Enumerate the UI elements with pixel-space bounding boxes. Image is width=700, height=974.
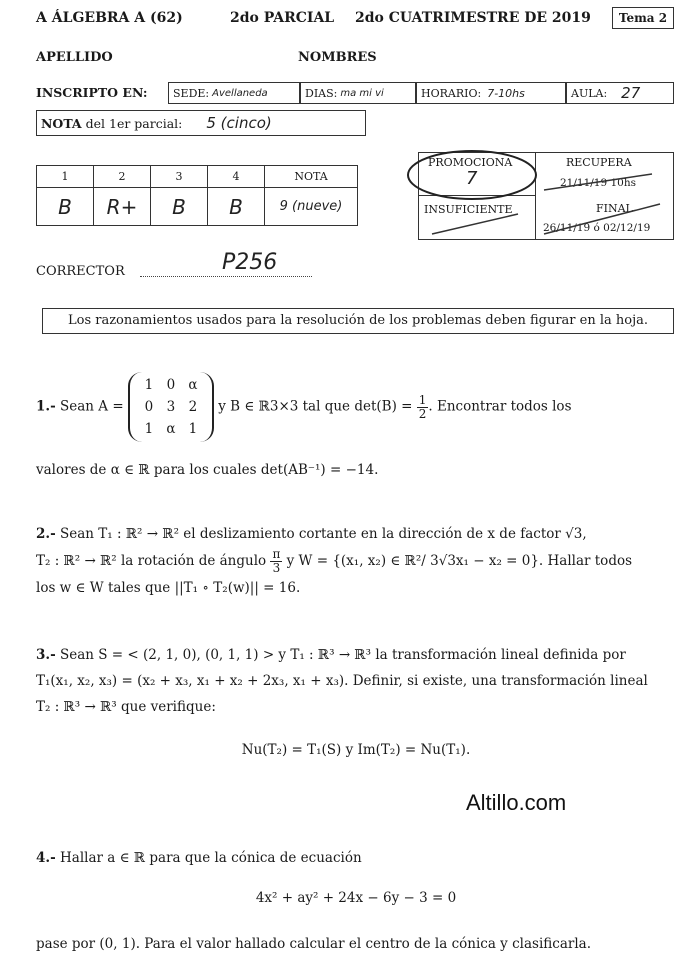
promociona-circle — [402, 148, 542, 202]
final-strike — [540, 198, 670, 238]
grades-table — [36, 165, 358, 226]
exam-title: 2do PARCIAL — [230, 10, 335, 26]
problem-3-formula: Nu(T₂) = T₁(S) y Im(T₂) = Nu(T₁). — [241, 742, 471, 758]
recupera-label: RECUPERA — [566, 156, 632, 169]
problem-4-formula: 4x² + ay² + 24x − 6y − 3 = 0 — [255, 890, 457, 906]
problem-3-line1: 3.- Sean S = < (2, 1, 0), (0, 1, 1) > y T₁ : ℝ³ → ℝ³ la transformación lineal definida por — [36, 647, 626, 663]
nota-suffix: del 1er parcial: — [85, 116, 183, 131]
problem-1-matrix: 1 0 α 0 3 2 1 α 1 — [128, 372, 214, 442]
sede-label: SEDE: — [173, 86, 210, 100]
promociona-value: 7 — [466, 168, 478, 189]
insuficiente-label: INSUFICIENTE — [424, 203, 513, 216]
problem-3-line3: T₂ : ℝ³ → ℝ³ que verifique: — [36, 699, 216, 715]
dias-field — [300, 82, 416, 104]
problem-2-line2: T₂ : ℝ² → ℝ² la rotación de ángulo $\frac{\pi}{3}$ y W = {(x₁, x₂) ∈ ℝ²/ 3√3x₁ − x₂ = 0}. Hallar todos — [36, 547, 633, 575]
problem-1-end: . Encontrar todos los — [428, 398, 572, 415]
sede-field — [168, 82, 300, 104]
grade-header-3: 3 — [151, 166, 208, 188]
problem-1-fraction: $\frac{1}{2}$ — [418, 392, 427, 421]
problem-1-number: 1.- — [36, 398, 56, 415]
problem-1-intro: Sean A = — [60, 398, 124, 415]
grade-header-4: 4 — [208, 166, 265, 188]
dias-label: DIAS: — [305, 86, 338, 100]
grade-header-nota: NOTA — [265, 166, 358, 188]
recupera-date: 21/11/19 10hs — [560, 177, 637, 189]
final-label: FINAL — [596, 202, 633, 215]
corrector-value: P256 — [222, 250, 278, 275]
nota-value: 5 (cinco) — [206, 114, 272, 132]
problem-4-line3: pase por (0, 1). Para el valor hallado calcular el centro de la cónica y clasificarla. — [36, 936, 591, 952]
problem-3-line2: T₁(x₁, x₂, x₃) = (x₂ + x₃, x₁ + x₂ + 2x₃, x₁ + x₃). Definir, si existe, una transformación lineal — [36, 673, 648, 689]
final-date: 26/11/19 ó 02/12/19 — [543, 222, 651, 234]
problem-2-fraction: $\frac{\pi}{3}$ — [272, 547, 281, 575]
inscripto-label: INSCRIPTO EN: — [36, 85, 148, 100]
problem-3-number: 3.- — [36, 647, 56, 663]
grade-value-nota: 9 (nueve) — [265, 188, 358, 226]
apellido-label: APELLIDO — [36, 50, 113, 65]
course-title: A ÁLGEBRA A (62) — [36, 10, 183, 26]
grade-value-4: B — [208, 188, 265, 226]
problem-4-line1: 4.- Hallar a ∈ ℝ para que la cónica de ecuación — [36, 850, 362, 866]
aula-label: AULA: — [571, 86, 608, 100]
recupera-strike — [540, 170, 660, 194]
corrector-label: CORRECTOR — [36, 264, 125, 279]
aula-field — [566, 82, 674, 104]
grade-value-1: B — [37, 188, 94, 226]
promociona-label: PROMOCIONA — [428, 156, 513, 169]
semester-title: 2do CUATRIMESTRE DE 2019 — [355, 10, 591, 26]
horario-field — [416, 82, 566, 104]
nombres-label: NOMBRES — [298, 50, 377, 65]
aula-value: 27 — [621, 84, 641, 102]
problem-4-number: 4.- — [36, 850, 56, 866]
horario-value: 7-10hs — [487, 86, 525, 100]
problem-1 — [36, 372, 676, 442]
problem-2-line3: los w ∈ W tales que ||T₁ ∘ T₂(w)|| = 16. — [36, 580, 301, 596]
problem-2-number: 2.- — [36, 526, 56, 542]
grade-value-3: B — [151, 188, 208, 226]
nota-parcial-box — [36, 110, 366, 136]
sede-value: Avellaneda — [212, 87, 268, 99]
grade-value-2: R+ — [94, 188, 151, 226]
problem-1-line2: valores de α ∈ ℝ para los cuales det(AB⁻¹) = −14. — [36, 462, 379, 478]
notice-box: Los razonamientos usados para la resolución de los problemas deben figurar en la hoja. — [42, 308, 674, 334]
horario-label: HORARIO: — [421, 86, 482, 100]
watermark: Altillo.com — [466, 790, 567, 815]
nota-label: NOTA — [41, 116, 82, 131]
problem-2-line1: 2.- Sean T₁ : ℝ² → ℝ² el deslizamiento cortante en la dirección de x de factor √3, — [36, 526, 587, 542]
grade-header-1: 1 — [37, 166, 94, 188]
insuficiente-strike — [428, 208, 528, 238]
dias-value: ma mi vi — [340, 87, 384, 99]
tema-box: Tema 2 — [612, 7, 674, 29]
grade-header-2: 2 — [94, 166, 151, 188]
problem-1-mid: y B ∈ ℝ3×3 tal que det(B) = — [218, 398, 413, 415]
